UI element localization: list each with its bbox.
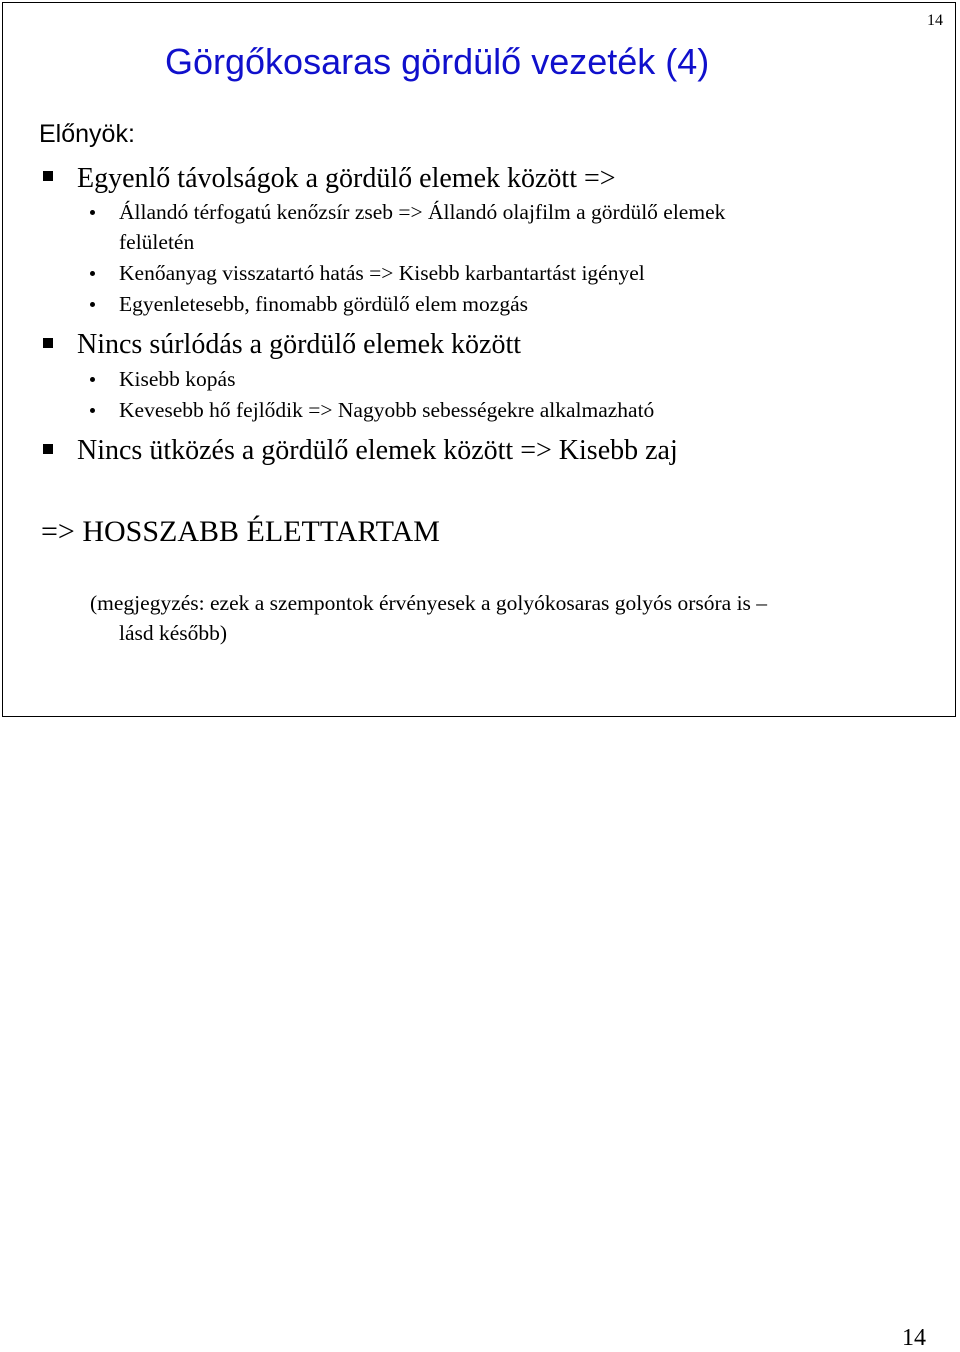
sub-point: Kisebb kopás [119,367,236,391]
conclusion: => HOSSZABB ÉLETTARTAM [41,515,440,548]
slide-frame [2,2,956,717]
note-line: lásd később) [119,621,228,645]
main-point: Egyenlő távolságok a gördülő elemek között => [77,163,616,194]
round-bullet-icon [90,271,95,276]
note [90,588,930,648]
round-bullet-icon [90,408,95,413]
slide-title: Görgőkosaras gördülő vezeték (4) [165,41,710,82]
page-number: 14 [902,1325,926,1351]
sub-point: Kenőanyag visszatartó hatás => Kisebb karbantartást igényel [119,261,645,285]
round-bullet-icon [90,302,95,307]
slide-number: 14 [927,12,943,29]
sub-point-continuation: felületén [119,230,195,254]
sub-point: Egyenletesebb, finomabb gördülő elem mozgás [119,292,528,316]
note-line: (megjegyzés: ezek a szempontok érvényesek a golyókosaras golyós orsóra is – [90,591,768,615]
main-point: Nincs súrlódás a gördülő elemek között [77,329,522,360]
main-point: Nincs ütközés a gördülő elemek között => Kisebb zaj [77,435,678,466]
advantages-heading: Előnyök: [39,120,135,148]
square-bullet-icon [43,171,53,181]
round-bullet-icon [90,210,95,215]
sub-point: Állandó térfogatú kenőzsír zseb => Állandó olajfilm a gördülő elemek [119,200,726,224]
round-bullet-icon [90,377,95,382]
sub-point: Kevesebb hő fejlődik => Nagyobb sebességekre alkalmazható [119,398,655,422]
square-bullet-icon [43,444,53,454]
square-bullet-icon [43,338,53,348]
